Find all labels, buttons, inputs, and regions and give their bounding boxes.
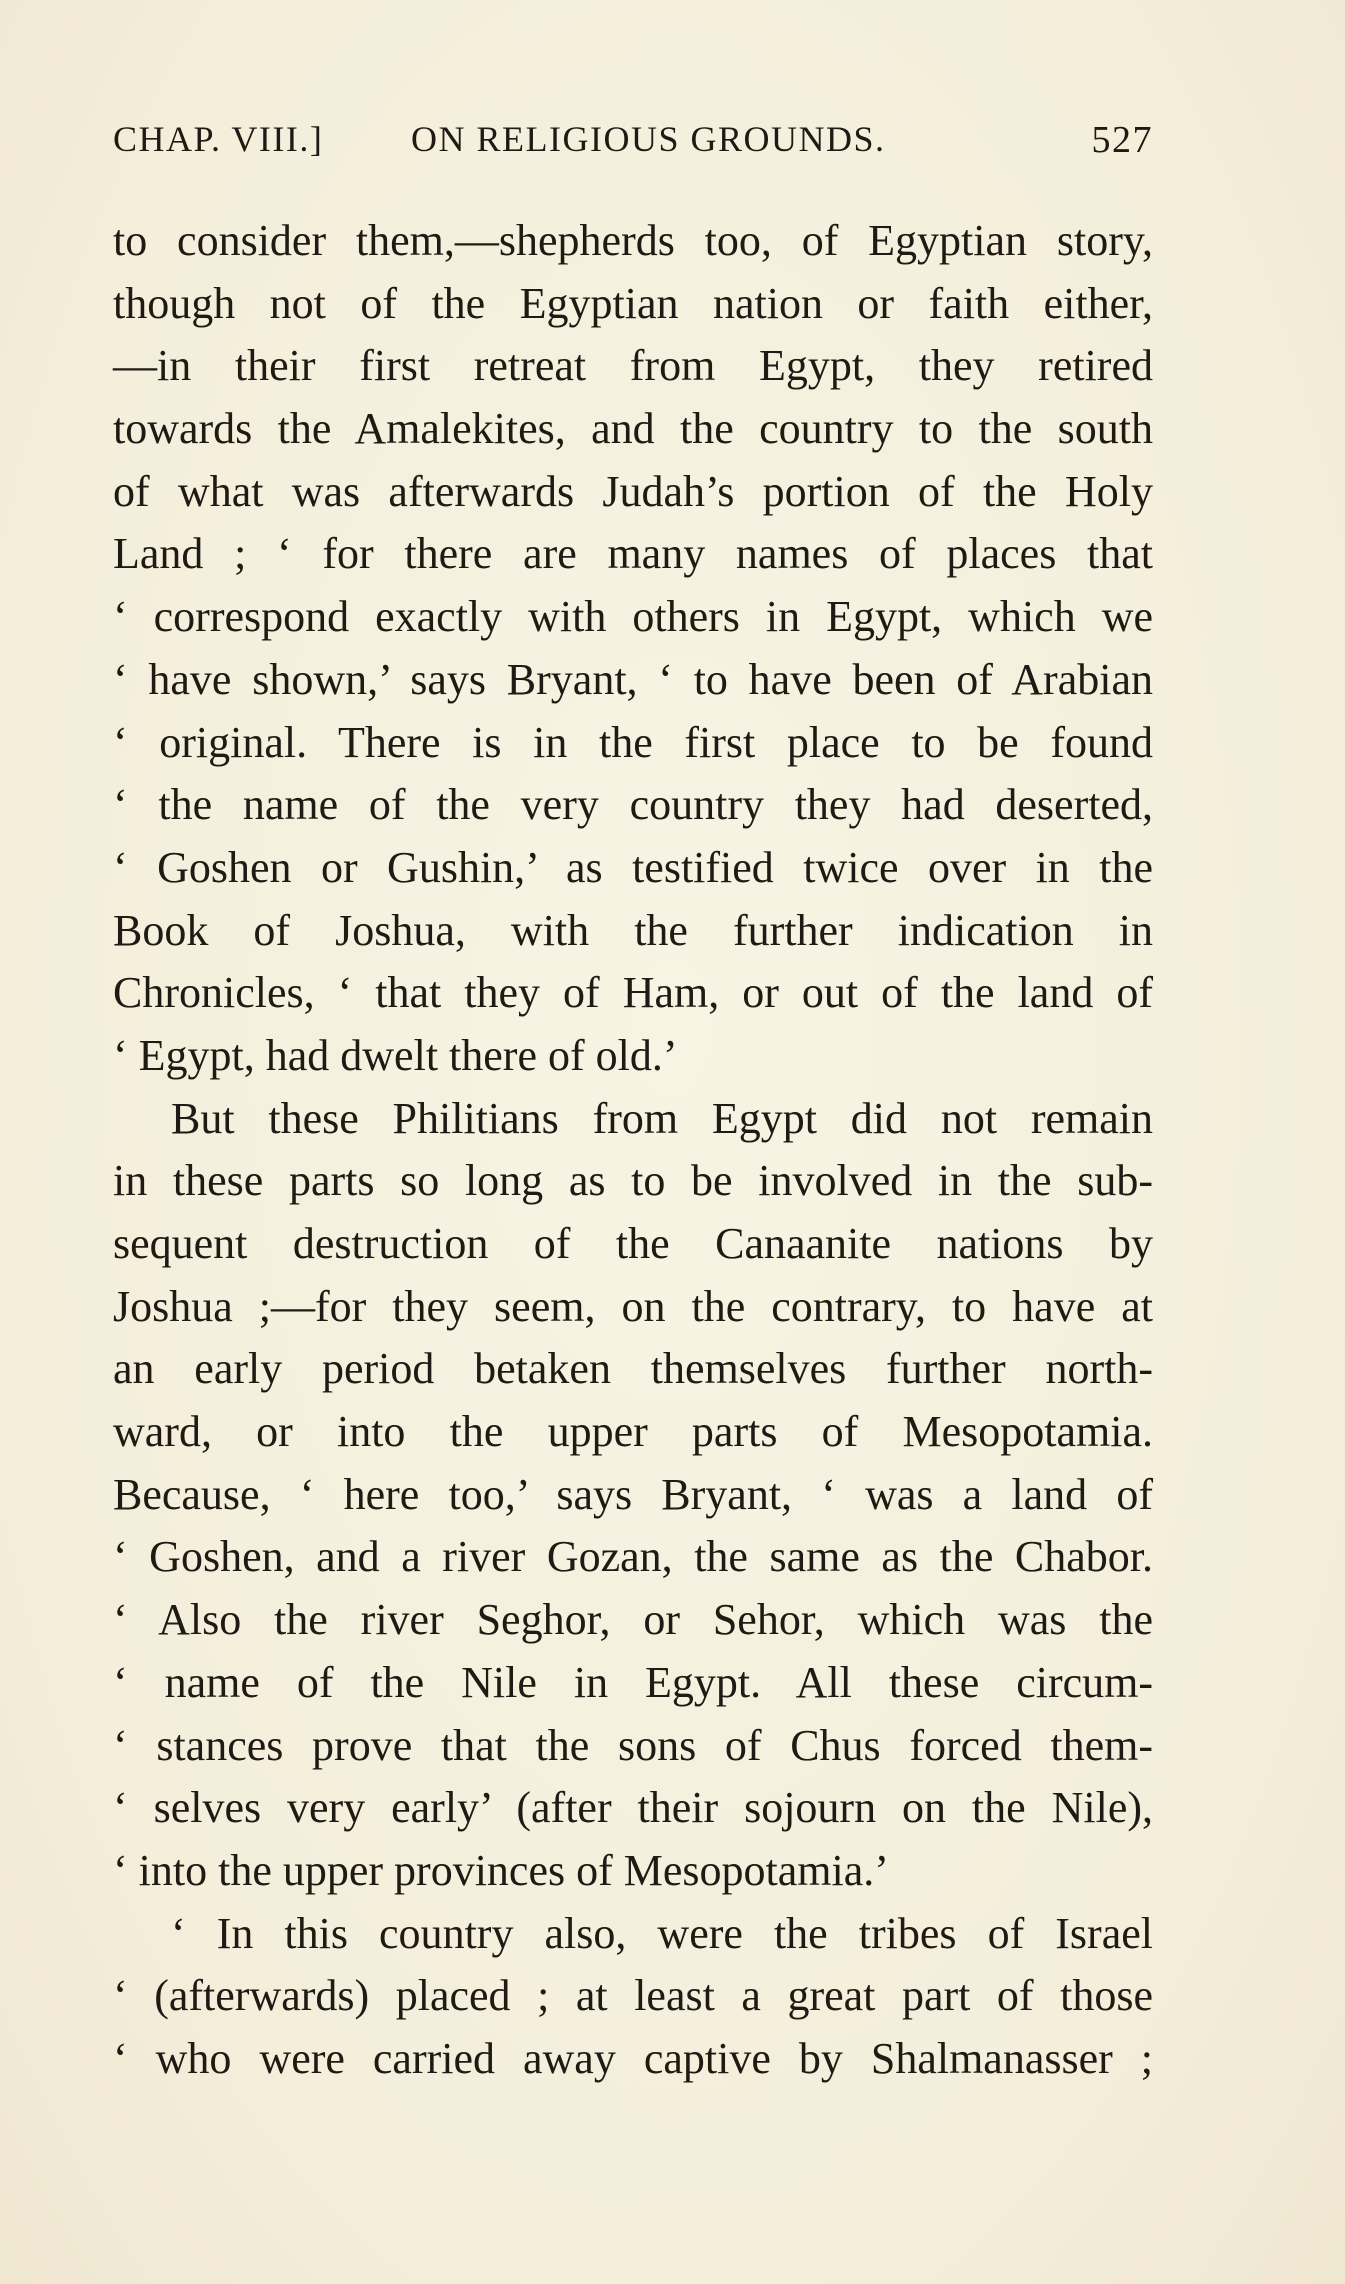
text-line: But these Philitians from Egypt did not remain [171,1093,1153,1143]
body-text [113,210,1153,2091]
text-line: ‘ have shown,’ says Bryant, ‘ to have been of Arabian [113,654,1153,704]
text-line: ward, or into the upper parts of Mesopotamia. [113,1407,1153,1457]
text-line: ‘ who were carried away captive by Shalmanasser ; [113,2033,1153,2083]
text-line: ‘ original. There is in the first place to be found [113,717,1153,767]
text-line: sequent destruction of the Canaanite nations by [113,1219,1153,1268]
text-line: Chronicles, ‘ that they of Ham, or out of the land of [113,968,1153,1018]
text-line: an early period betaken themselves further north- [113,1344,1153,1394]
text-line: ‘ (afterwards) placed ; at least a great part of those [113,1971,1153,2021]
text-line: ‘ In this country also, were the tribes of Israel [171,1908,1153,1958]
text-line: ‘ the name of the very country they had deserted, [113,780,1153,830]
page-number: 527 [1091,119,1153,161]
text-line: ‘ into the upper provinces of Mesopotamia.’ [113,1845,889,1895]
text-line: ‘ Also the river Seghor, or Sehor, which was the [113,1595,1153,1645]
text-line: ‘ name of the Nile in Egypt. All these circum- [113,1657,1153,1707]
chapter-label: CHAP. VIII.] [113,119,324,159]
text-line: towards the Amalekites, and the country to the south [113,404,1153,454]
text-line: in these parts so long as to be involved in the sub- [113,1156,1153,1206]
text-line: Land ; ‘ for there are many names of places that [113,529,1153,579]
text-line: of what was afterwards Judah’s portion of the Holy [113,466,1153,516]
text-line: ‘ selves very early’ (after their sojourn on the Nile), [113,1783,1153,1833]
text-line: ‘ Goshen or Gushin,’ as testified twice over in the [113,842,1153,892]
text-line: Because, ‘ here too,’ says Bryant, ‘ was a land of [113,1469,1153,1519]
text-line: —in their first retreat from Egypt, they retired [113,341,1153,391]
text-line: ‘ Goshen, and a river Gozan, the same as the Chabor. [113,1532,1153,1582]
text-line: Book of Joshua, with the further indication in [113,905,1153,955]
text-line: ‘ correspond exactly with others in Egypt, which we [113,592,1153,642]
text-line: ‘ stances prove that the sons of Chus forced them- [113,1720,1153,1770]
running-title: ON RELIGIOUS GROUNDS. [411,119,886,159]
text-line: though not of the Egyptian nation or faith either, [113,278,1153,328]
running-header [113,118,1153,178]
text-line: to consider them,—shepherds too, of Egyptian story, [113,216,1153,265]
text-line: Joshua ;—for they seem, on the contrary, to have at [113,1281,1153,1331]
text-line: ‘ Egypt, had dwelt there of old.’ [113,1030,678,1080]
